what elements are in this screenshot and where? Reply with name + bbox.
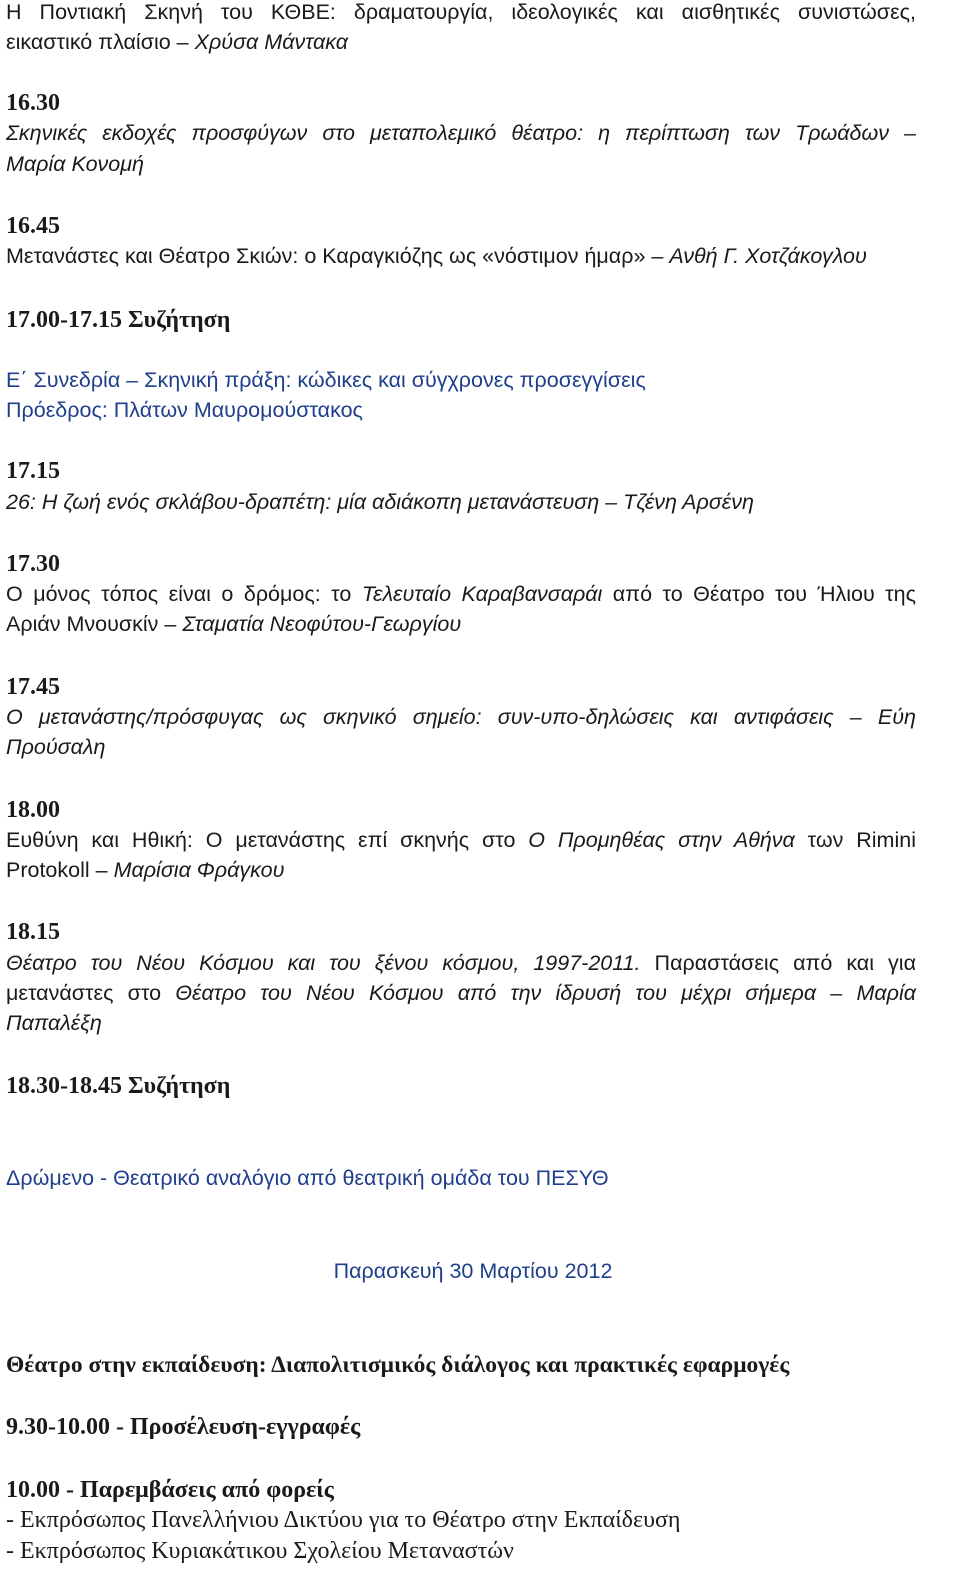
time-slot: 18.15 [6, 919, 60, 945]
session-title: Ε΄ Συνεδρία – Σκηνική πράξη: κώδικες και σύγχρονες προσεγγίσεις [6, 368, 646, 392]
speaker-name: Σταματία Νεοφύτου-Γεωργίου [182, 612, 462, 636]
talk-title-line [6, 855, 916, 885]
list-item: - Εκπρόσωπος Κυριακάτικου Σχολείου Μεταναστών [6, 1538, 514, 1564]
talk-title: Ευθύνη και Ηθική: Ο μετανάστης επί σκηνής στο [6, 828, 529, 852]
speaker-name: Παπαλέξη [6, 1011, 102, 1035]
day-date: Παρασκευή 30 Μαρτίου 2012 [333, 1259, 613, 1283]
talk-title-line [6, 579, 916, 609]
agenda-item [6, 1412, 916, 1442]
talk-title-line [6, 27, 916, 57]
time-slot: 17.30 [6, 551, 60, 577]
time-slot: 16.30 [6, 90, 60, 116]
play-title: Ο Προμηθέας στην Αθήνα [528, 828, 795, 852]
talk-title-line [6, 0, 916, 27]
speaker-name: Ανθή Γ. Χοτζάκογλου [669, 244, 867, 268]
talk-title: Παραστάσεις από και για [640, 951, 916, 975]
discussion-slot: 18.30-18.45 Συζήτηση [6, 1073, 231, 1099]
talk-title: μετανάστες στο [6, 981, 176, 1005]
talk-title: των Rimini [794, 828, 916, 852]
talk-title-line [6, 118, 916, 148]
speaker-name: Θέατρο του Νέου Κόσμου από την ίδρυσή του μέχρι σήμερα – Μαρία [175, 981, 916, 1005]
talk-title: από το Θέατρο του Ήλιου της [602, 582, 916, 606]
talk-title-line [6, 241, 916, 271]
talk-title-line [6, 978, 916, 1008]
talk-title: εικαστικό πλαίσιο – [6, 30, 195, 54]
talk-title-line [6, 702, 916, 732]
talk-title-line [6, 609, 916, 639]
list-item: - Εκπρόσωπος Πανελλήνιου Δικτύου για το Θέατρο στην Εκπαίδευση [6, 1507, 681, 1533]
talk-title: Μετανάστες και Θέατρο Σκιών: ο Καραγκιόζης ως «νόστιμον ήμαρ» – [6, 244, 670, 268]
talk-title: Ο μετανάστης/πρόσφυγας ως σκηνικό σημείο: συν-υπο-δηλώσεις και αντιφάσεις – Εύη [6, 705, 916, 729]
agenda-text: - Παρεμβάσεις από φορείς [60, 1477, 334, 1503]
talk-title: Σκηνικές εκδοχές προσφύγων στο μεταπολεμικό θέατρο: η περίπτωση των Τρωάδων – [6, 121, 916, 145]
time-slot: 10.00 [6, 1477, 60, 1503]
time-slot: 9.30-10.00 [6, 1414, 110, 1440]
agenda-item [6, 1475, 916, 1505]
speaker-name: Προύσαλη [6, 735, 106, 759]
speaker-name: Χρύσα Μάντακα [194, 30, 348, 54]
time-slot: 18.00 [6, 797, 60, 823]
play-title: Τελευταίο Καραβανσαράι [361, 582, 603, 606]
talk-title-line [6, 948, 916, 978]
time-slot: 16.45 [6, 213, 60, 239]
talk-title-line [6, 825, 916, 855]
event-announcement: Δρώμενο - Θεατρικό αναλόγιο από θεατρική ομάδα του ΠΕΣΥΘ [6, 1166, 609, 1190]
session-heading: Θέατρο στην εκπαίδευση: Διαπολιτισμικός διάλογος και πρακτικές εφαρμογές [6, 1352, 790, 1378]
agenda-text: - Προσέλευση-εγγραφές [110, 1414, 361, 1440]
speaker-name: Μαρίσια Φράγκου [113, 858, 285, 882]
time-slot: 17.45 [6, 674, 60, 700]
speaker-name: Μαρία Κονομή [6, 152, 144, 176]
talk-title: Ο μόνος τόπος είναι ο δρόμος: το [6, 582, 362, 606]
talk-title: Η Ποντιακή Σκηνή του ΚΘΒΕ: δραματουργία, ιδεολογικές και αισθητικές συνιστώσες, [6, 0, 916, 24]
talk-title-line: 26: Η ζωή ενός σκλάβου-δραπέτη: μία αδιάκοπη μετανάστευση – Τζένη Αρσένη [6, 490, 754, 514]
session-chair: Πρόεδρος: Πλάτων Μαυρομούστακος [6, 398, 363, 422]
talk-title: Protokoll – [6, 858, 114, 882]
time-slot: 17.15 [6, 458, 60, 484]
talk-title: Θέατρο του Νέου Κόσμου και του ξένου κόσμου, 1997-2011. [6, 951, 641, 975]
talk-title: Αριάν Μνουσκίν – [6, 612, 183, 636]
discussion-slot: 17.00-17.15 Συζήτηση [6, 307, 231, 333]
